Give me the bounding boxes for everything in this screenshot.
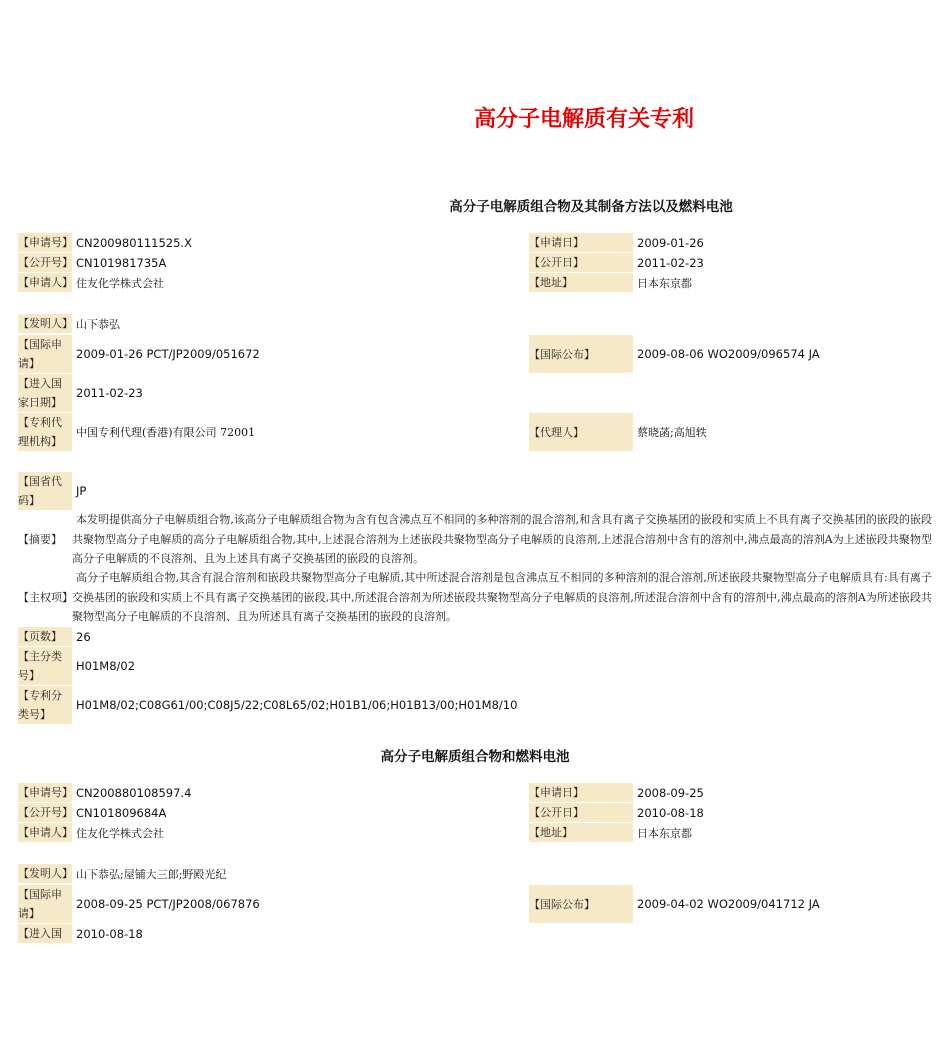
label-address: 【地址】 <box>529 273 633 292</box>
label-agency: 【专利代理机构】 <box>18 413 72 451</box>
value-class: H01M8/02;C08G61/00;C08J5/22;C08L65/02;H01B1/06;H01B13/00;H01M8/10 <box>76 698 518 712</box>
value-address: 日本东京都 <box>637 826 692 840</box>
label-country: 【国省代码】 <box>18 472 72 510</box>
patent-title: 高分子电解质组合物和燃料电池 <box>380 749 570 765</box>
value-address: 日本东京都 <box>637 276 692 290</box>
value-claim: 高分子电解质组合物,其含有混合溶剂和嵌段共聚物型高分子电解质,其中所述混合溶剂是包含沸点互不相同的多种溶剂的混合溶剂,所述嵌段共聚物型高分子电解质具有:具有离子交换基团的嵌段和实质上不具有离子交换基团的嵌段,其中,所述混合溶剂为所述嵌段共聚物型高分子电解质的良溶剂,所述混合溶剂中含有的溶剂中,沸点最高的溶剂A为所述嵌段共聚物型高分子电解质的不良溶剂、且为所述具有离子交换基团的嵌段的良溶剂。 <box>72 571 932 623</box>
value-pub-date: 2011-02-23 <box>637 255 704 270</box>
label-address: 【地址】 <box>529 823 633 842</box>
label-entry-date: 【进入国 <box>18 924 72 943</box>
row-intl-app <box>18 335 932 373</box>
label-claim: 【主权项】 <box>18 590 73 604</box>
label-agent: 【代理人】 <box>529 413 633 451</box>
label-intl-app: 【国际申请】 <box>18 335 72 373</box>
value-main-class: H01M8/02 <box>76 659 136 673</box>
row-applicant <box>18 273 932 292</box>
value-pub-no: CN101809684A <box>76 805 167 820</box>
value-inventor: 山下恭弘;屋铺大三郎;野殿光纪 <box>76 867 227 881</box>
value-app-no: CN200980111525.X <box>76 235 192 250</box>
row-app-no <box>18 783 932 802</box>
page-title: 高分子电解质有关专利 <box>473 106 694 132</box>
label-class: 【专利分类号】 <box>18 686 72 724</box>
value-agency: 中国专利代理(香港)有限公司 72001 <box>76 426 256 439</box>
label-pub-no: 【公开号】 <box>18 803 72 822</box>
label-inventor: 【发明人】 <box>18 314 72 333</box>
value-intl-pub: 2009-04-02 WO2009/041712 JA <box>637 897 820 911</box>
row-pub-no <box>18 253 932 272</box>
label-pub-date: 【公开日】 <box>529 803 633 822</box>
row-inventor <box>18 864 932 883</box>
row-pages <box>18 627 932 646</box>
row-entry-date <box>18 924 932 943</box>
row-applicant <box>18 823 932 842</box>
row-claim <box>18 568 932 626</box>
row-class <box>18 686 932 724</box>
row-abstract <box>18 510 932 568</box>
value-pub-date: 2010-08-18 <box>637 805 704 820</box>
label-app-date: 【申请日】 <box>529 233 633 252</box>
value-intl-pub: 2009-08-06 WO2009/096574 JA <box>637 347 820 361</box>
value-applicant: 住友化学株式会社 <box>76 276 164 290</box>
label-app-no: 【申请号】 <box>18 783 72 802</box>
label-applicant: 【申请人】 <box>18 273 72 292</box>
label-main-class: 【主分类号】 <box>18 647 72 685</box>
value-country: JP <box>76 484 87 498</box>
value-entry-date: 2010-08-18 <box>76 926 143 941</box>
label-entry-date: 【进入国家日期】 <box>18 374 72 412</box>
value-inventor: 山下恭弘 <box>76 317 120 331</box>
label-intl-pub: 【国际公布】 <box>529 335 633 373</box>
label-app-date: 【申请日】 <box>529 783 633 802</box>
value-intl-app: 2008-09-25 PCT/JP2008/067876 <box>76 897 260 911</box>
row-main-class <box>18 647 932 685</box>
label-intl-app: 【国际申请】 <box>18 885 72 923</box>
value-app-date: 2008-09-25 <box>637 785 704 800</box>
value-abstract: 本发明提供高分子电解质组合物,该高分子电解质组合物为含有包含沸点互不相同的多种溶剂的混合溶剂,和含具有离子交换基团的嵌段和实质上不具有离子交换基团的嵌段的嵌段共聚物型高分子电解质的高分子电解质组合物,其中,上述混合溶剂为上述嵌段共聚物型高分子电解质的良溶剂,上述混合溶剂中含有的溶剂中,沸点最高的溶剂A为上述嵌段共聚物型高分子电解质的不良溶剂、且为上述具有离子交换基团的嵌段的良溶剂。 <box>72 513 932 565</box>
label-inventor: 【发明人】 <box>18 864 72 883</box>
value-entry-date: 2011-02-23 <box>76 386 143 400</box>
row-agency <box>18 413 932 451</box>
value-pub-no: CN101981735A <box>76 255 167 270</box>
row-app-no <box>18 233 932 252</box>
value-pages: 26 <box>76 629 91 644</box>
patent-title: 高分子电解质组合物及其制备方法以及燃料电池 <box>449 199 733 215</box>
label-pub-date: 【公开日】 <box>529 253 633 272</box>
value-app-date: 2009-01-26 <box>637 235 704 250</box>
row-pub-no <box>18 803 932 822</box>
label-pages: 【页数】 <box>18 627 72 646</box>
value-applicant: 住友化学株式会社 <box>76 826 164 840</box>
value-intl-app: 2009-01-26 PCT/JP2009/051672 <box>76 347 260 361</box>
label-applicant: 【申请人】 <box>18 823 72 842</box>
value-agent: 蔡晓菡;高旭轶 <box>637 426 707 439</box>
row-inventor <box>18 314 932 333</box>
label-abstract: 【摘要】 <box>18 532 62 546</box>
label-app-no: 【申请号】 <box>18 233 72 252</box>
row-intl-app <box>18 885 932 923</box>
label-pub-no: 【公开号】 <box>18 253 72 272</box>
value-app-no: CN200880108597.4 <box>76 785 192 800</box>
row-entry-date <box>18 374 932 412</box>
row-country <box>18 472 932 510</box>
label-intl-pub: 【国际公布】 <box>529 885 633 923</box>
